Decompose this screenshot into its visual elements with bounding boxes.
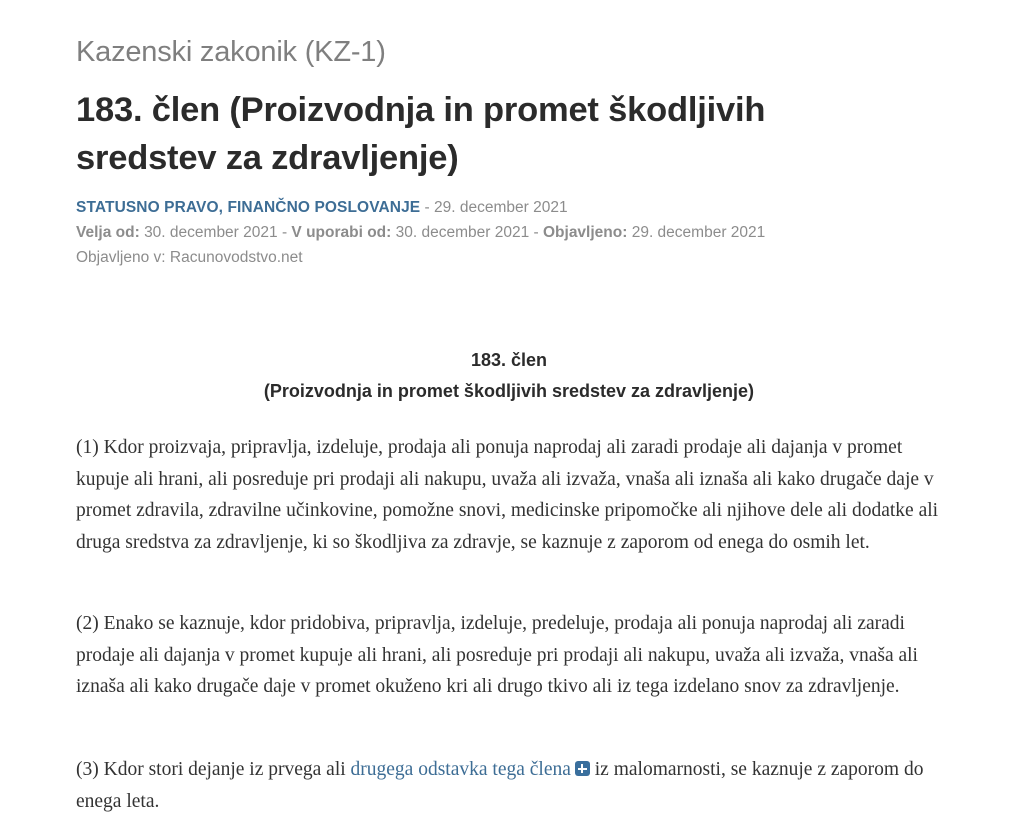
meta-dates-row (76, 223, 765, 243)
published-label: Objavljeno: (542, 224, 628, 241)
paragraph-3-text-after: iz malomarnosti, se kaznuje z zaporom do enega leta. (76, 759, 924, 812)
published-in: Objavljeno v: Racunovodstvo.net (76, 249, 303, 266)
meta-date: 29. december 2021 (434, 199, 568, 216)
paragraph-1: (1) Kdor proizvaja, pripravlja, izdeluje, prodaja ali ponuja naprodaj ali zaradi prodaje ali dajanja v promet kupuje ali hrani, ali posreduje pri prodaji ali nakupu, uvaža ali izvaža, vnaša ali iznaša ali kako drugače daje v promet zdravila, zdravilne učinkovine, pomožne snovi, medicinske pripomočke ali njihove dele ali dodatke ali druga sredstva za zdravljenje, ki so škodljiva za zdravje, se kaznuje z zaporom od enega do osmih let. (76, 437, 939, 553)
in-use-value: 30. december 2021 (395, 224, 530, 241)
category-link[interactable]: STATUSNO PRAVO, FINANČNO POSLOVANJE (76, 199, 421, 216)
in-use-label: V uporabi od: (291, 224, 392, 241)
published-value: 29. december 2021 (631, 224, 766, 241)
reference-link[interactable]: drugega odstavka tega člena (350, 759, 571, 780)
meta-separator: - (529, 224, 543, 241)
meta-separator: - (420, 199, 435, 216)
paragraph-3 (76, 754, 942, 817)
article-number: 183. člen (470, 350, 548, 370)
law-name: Kazenski zakonik (KZ-1) (76, 36, 386, 68)
valid-from-label: Velja od: (76, 224, 140, 241)
valid-from-value: 30. december 2021 (144, 224, 278, 241)
page-title: 183. člen (Proizvodnja in promet škodljivih sredstev za zdravljenje) (76, 91, 766, 177)
meta-separator: - (277, 224, 292, 241)
meta-categories-row (76, 198, 568, 218)
paragraph-3-text-before: (3) Kdor stori dejanje iz prvega ali (76, 759, 351, 780)
article-heading: (Proizvodnja in promet škodljivih sredstev za zdravljenje) (263, 381, 755, 401)
paragraph-2: (2) Enako se kaznuje, kdor pridobiva, pripravlja, izdeluje, predeluje, prodaja ali ponuja naprodaj ali zaradi prodaje ali dajanja v promet kupuje ali hrani, ali posreduje pri prodaji ali nakupu, uvaža ali izvaža, vnaša ali iznaša ali kako drugače daje v promet okuženo kri ali drugo tkivo ali iz tega izdelano snov za zdravljenje. (76, 613, 918, 697)
plus-icon[interactable] (575, 761, 590, 776)
